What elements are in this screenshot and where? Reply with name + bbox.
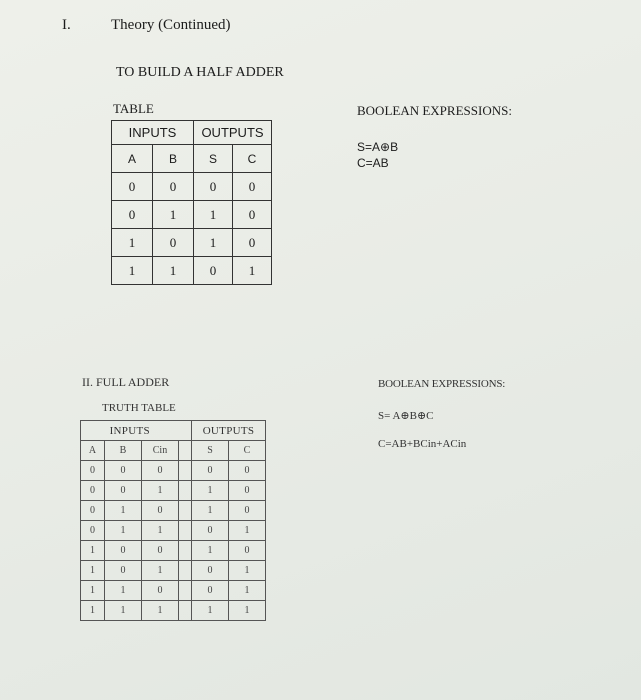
table-cell: 1 xyxy=(112,257,153,285)
table-cell: 1 xyxy=(112,229,153,257)
full-adder-truth-table xyxy=(80,420,266,621)
table-cell: 1 xyxy=(105,521,142,541)
table-row xyxy=(112,229,272,257)
table-cell: 0 xyxy=(81,501,105,521)
table-cell: 1 xyxy=(105,581,142,601)
table-cell: 1 xyxy=(81,601,105,621)
table-row xyxy=(81,601,266,621)
table-cell: 0 xyxy=(192,521,229,541)
table-cell: 1 xyxy=(105,601,142,621)
table-cell: 0 xyxy=(229,481,266,501)
table-cell: 0 xyxy=(229,461,266,481)
column-header-cin: Cin xyxy=(142,441,179,461)
column-header-s: S xyxy=(192,441,229,461)
table-cell: 1 xyxy=(229,601,266,621)
table-cell: 0 xyxy=(112,173,153,201)
full-adder-title: II. FULL ADDER xyxy=(82,375,170,389)
table-row xyxy=(81,481,266,501)
table-cell: 0 xyxy=(233,173,272,201)
table-cell: 1 xyxy=(81,541,105,561)
table-cell: 0 xyxy=(105,561,142,581)
table-cell: 1 xyxy=(229,561,266,581)
table-cell: 1 xyxy=(153,201,194,229)
table-cell: 0 xyxy=(153,229,194,257)
half-adder-expression-c: C=AB xyxy=(357,156,389,170)
section-title: Theory (Continued) xyxy=(111,17,231,33)
inputs-header: INPUTS xyxy=(112,121,194,145)
table-cell: 0 xyxy=(112,201,153,229)
table-cell: 1 xyxy=(233,257,272,285)
inputs-header: INPUTS xyxy=(81,421,179,441)
table-cell: 0 xyxy=(142,501,179,521)
half-adder-boolean-title: BOOLEAN EXPRESSIONS: xyxy=(357,103,512,118)
full-adder-expression-s: S= A⊕B⊕C xyxy=(378,410,434,422)
table-cell: 0 xyxy=(192,461,229,481)
table-cell: 0 xyxy=(229,541,266,561)
table-cell: 0 xyxy=(229,501,266,521)
table-cell: 1 xyxy=(81,561,105,581)
column-header-b: B xyxy=(105,441,142,461)
table-cell: 0 xyxy=(142,541,179,561)
half-adder-expression-s: S=A⊕B xyxy=(357,140,399,154)
table-row xyxy=(81,561,266,581)
half-adder-truth-table xyxy=(111,120,272,285)
column-header-c: C xyxy=(229,441,266,461)
table-cell: 0 xyxy=(194,173,233,201)
table-cell: 0 xyxy=(142,581,179,601)
table-cell: 0 xyxy=(105,541,142,561)
table-cell: 1 xyxy=(142,481,179,501)
section-number: I. xyxy=(62,17,71,33)
table-cell: 0 xyxy=(81,461,105,481)
full-adder-boolean-title: BOOLEAN EXPRESSIONS: xyxy=(378,378,506,390)
table-cell: 0 xyxy=(81,481,105,501)
table-row xyxy=(81,501,266,521)
table-row xyxy=(81,581,266,601)
table-cell: 1 xyxy=(229,521,266,541)
half-adder-title: TO BUILD A HALF ADDER xyxy=(116,65,284,80)
table-cell: 0 xyxy=(233,201,272,229)
table-row xyxy=(112,201,272,229)
table-cell: 0 xyxy=(192,561,229,581)
table-cell: 0 xyxy=(105,481,142,501)
column-header-s: S xyxy=(194,145,233,173)
table-cell: 0 xyxy=(81,521,105,541)
table-cell: 0 xyxy=(194,257,233,285)
full-adder-table-label: TRUTH TABLE xyxy=(102,402,176,414)
column-header-c: C xyxy=(233,145,272,173)
table-cell: 1 xyxy=(192,481,229,501)
table-row xyxy=(81,521,266,541)
outputs-header: OUTPUTS xyxy=(192,421,266,441)
table-cell: 1 xyxy=(105,501,142,521)
column-header-b: B xyxy=(153,145,194,173)
table-cell: 1 xyxy=(142,561,179,581)
table-row xyxy=(81,541,266,561)
table-cell: 1 xyxy=(192,601,229,621)
table-cell: 0 xyxy=(233,229,272,257)
table-cell: 0 xyxy=(142,461,179,481)
table-row xyxy=(112,257,272,285)
table-cell: 1 xyxy=(153,257,194,285)
table-row xyxy=(81,461,266,481)
table-cell: 1 xyxy=(194,229,233,257)
table-cell: 1 xyxy=(81,581,105,601)
table-cell: 0 xyxy=(192,581,229,601)
table-cell: 1 xyxy=(229,581,266,601)
table-cell: 1 xyxy=(142,521,179,541)
table-row xyxy=(112,173,272,201)
full-adder-expression-c: C=AB+BCin+ACin xyxy=(378,438,467,450)
column-header-a: A xyxy=(112,145,153,173)
table-cell: 1 xyxy=(142,601,179,621)
table-cell: 1 xyxy=(194,201,233,229)
column-header-a: A xyxy=(81,441,105,461)
table-cell: 1 xyxy=(192,541,229,561)
table-cell: 1 xyxy=(192,501,229,521)
table-cell: 0 xyxy=(105,461,142,481)
half-adder-table-label: TABLE xyxy=(113,101,154,116)
outputs-header: OUTPUTS xyxy=(194,121,272,145)
table-cell: 0 xyxy=(153,173,194,201)
